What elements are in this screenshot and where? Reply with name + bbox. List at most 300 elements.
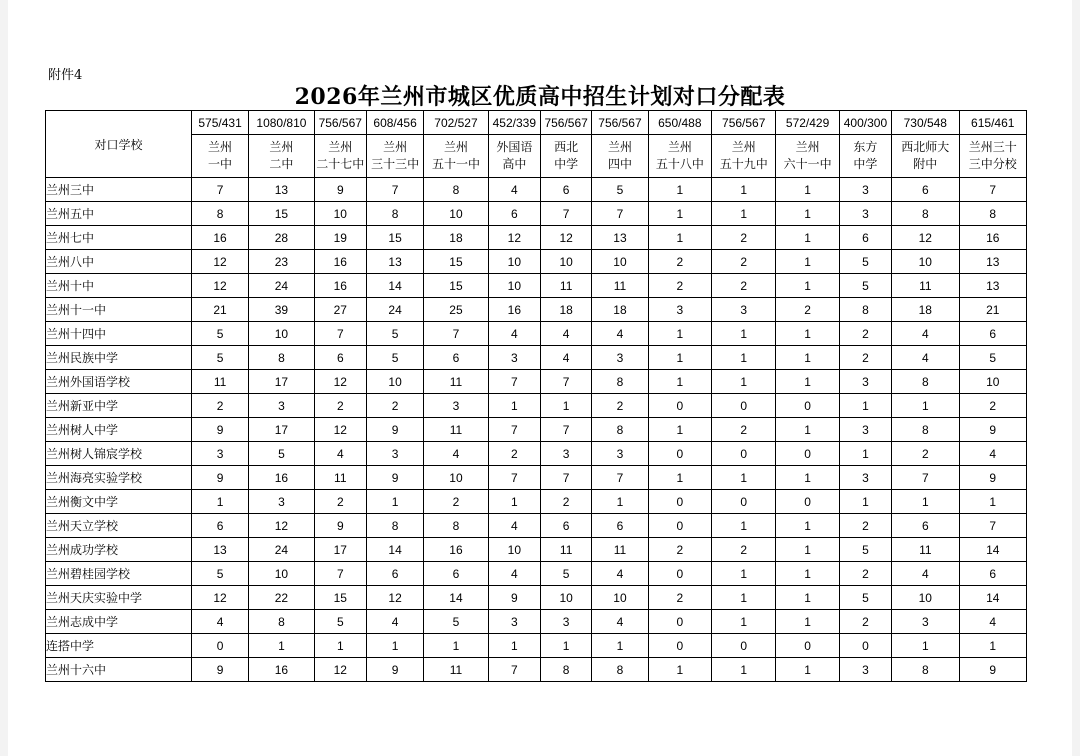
table-cell: 1 <box>892 394 959 418</box>
annex-label: 附件4 <box>48 68 83 83</box>
table-cell: 0 <box>712 634 776 658</box>
table-cell: 0 <box>648 634 711 658</box>
table-cell: 2 <box>540 490 591 514</box>
table-cell: 23 <box>249 250 314 274</box>
table-cell: 4 <box>959 610 1027 634</box>
table-cell: 11 <box>191 370 248 394</box>
row-school-name: 兰州民族中学 <box>46 346 192 370</box>
table-cell: 6 <box>892 178 959 202</box>
table-cell: 1 <box>648 322 711 346</box>
column-school-name <box>249 135 314 178</box>
table-cell: 5 <box>191 562 248 586</box>
table-cell: 4 <box>892 346 959 370</box>
table-cell: 8 <box>892 202 959 226</box>
table-cell: 1 <box>488 490 540 514</box>
table-cell: 24 <box>249 274 314 298</box>
table-cell: 12 <box>191 274 248 298</box>
table-cell: 1 <box>648 226 711 250</box>
table-cell: 3 <box>424 394 488 418</box>
table-cell: 2 <box>314 394 366 418</box>
table-cell: 1 <box>712 586 776 610</box>
table-cell: 10 <box>366 370 423 394</box>
column-name-line: 兰州 <box>208 140 233 154</box>
table-cell: 8 <box>592 418 648 442</box>
row-school-name: 兰州树人中学 <box>46 418 192 442</box>
table-cell: 9 <box>191 466 248 490</box>
table-cell: 13 <box>366 250 423 274</box>
table-cell: 1 <box>776 418 839 442</box>
table-cell: 8 <box>959 202 1027 226</box>
table-cell: 9 <box>366 658 423 682</box>
table-cell: 7 <box>959 178 1027 202</box>
table-cell: 3 <box>191 442 248 466</box>
table-cell: 21 <box>959 298 1027 322</box>
column-name-line: 兰州 <box>731 140 756 154</box>
table-cell: 4 <box>488 514 540 538</box>
table-cell: 6 <box>839 226 891 250</box>
table-cell: 7 <box>540 466 591 490</box>
table-row <box>46 178 1027 202</box>
table-cell: 2 <box>839 610 891 634</box>
table-cell: 1 <box>314 634 366 658</box>
table-cell: 0 <box>776 634 839 658</box>
table-cell: 8 <box>424 514 488 538</box>
table-cell: 11 <box>592 538 648 562</box>
table-cell: 5 <box>366 322 423 346</box>
table-cell: 5 <box>191 346 248 370</box>
table-cell: 25 <box>424 298 488 322</box>
table-row <box>46 250 1027 274</box>
table-cell: 7 <box>540 202 591 226</box>
row-school-name: 兰州衡文中学 <box>46 490 192 514</box>
table-cell: 13 <box>959 250 1027 274</box>
table-cell: 1 <box>712 514 776 538</box>
row-school-name: 兰州外国语学校 <box>46 370 192 394</box>
table-cell: 13 <box>592 226 648 250</box>
table-cell: 5 <box>249 442 314 466</box>
table-cell: 11 <box>424 418 488 442</box>
table-cell: 1 <box>892 634 959 658</box>
table-cell: 5 <box>839 586 891 610</box>
table-cell: 10 <box>249 322 314 346</box>
table-cell: 6 <box>314 346 366 370</box>
table-cell: 1 <box>776 346 839 370</box>
table-cell: 2 <box>488 442 540 466</box>
corner-header: 对口学校 <box>46 111 192 178</box>
table-cell: 0 <box>648 610 711 634</box>
table-cell: 1 <box>712 178 776 202</box>
table-cell: 18 <box>892 298 959 322</box>
column-score: 615/461 <box>959 111 1027 135</box>
table-cell: 12 <box>314 658 366 682</box>
table-row <box>46 394 1027 418</box>
table-cell: 1 <box>648 466 711 490</box>
table-cell: 1 <box>712 322 776 346</box>
table-cell: 1 <box>776 274 839 298</box>
table-cell: 5 <box>592 178 648 202</box>
table-cell: 1 <box>712 658 776 682</box>
column-school-name <box>648 135 711 178</box>
column-score: 575/431 <box>191 111 248 135</box>
table-cell: 1 <box>540 394 591 418</box>
column-score: 756/567 <box>712 111 776 135</box>
table-cell: 14 <box>366 538 423 562</box>
table-cell: 1 <box>892 490 959 514</box>
column-score: 1080/810 <box>249 111 314 135</box>
table-cell: 0 <box>776 394 839 418</box>
table-cell: 12 <box>191 250 248 274</box>
table-cell: 10 <box>892 586 959 610</box>
table-cell: 0 <box>648 442 711 466</box>
table-cell: 5 <box>424 610 488 634</box>
table-cell: 12 <box>191 586 248 610</box>
table-cell: 1 <box>648 370 711 394</box>
table-cell: 7 <box>488 466 540 490</box>
table-cell: 5 <box>366 346 423 370</box>
table-cell: 4 <box>592 562 648 586</box>
table-cell: 6 <box>540 178 591 202</box>
table-cell: 1 <box>776 250 839 274</box>
table-cell: 6 <box>191 514 248 538</box>
table-cell: 16 <box>314 250 366 274</box>
allocation-table <box>45 110 1027 682</box>
table-cell: 4 <box>366 610 423 634</box>
table-cell: 7 <box>959 514 1027 538</box>
table-cell: 4 <box>892 322 959 346</box>
table-cell: 2 <box>892 442 959 466</box>
table-cell: 2 <box>592 394 648 418</box>
column-score: 608/456 <box>366 111 423 135</box>
table-cell: 8 <box>892 418 959 442</box>
table-cell: 1 <box>959 634 1027 658</box>
table-cell: 1 <box>424 634 488 658</box>
table-cell: 11 <box>424 658 488 682</box>
table-cell: 12 <box>488 226 540 250</box>
row-school-name: 兰州三中 <box>46 178 192 202</box>
column-name-line: 四中 <box>607 157 632 171</box>
table-cell: 2 <box>648 274 711 298</box>
row-school-name: 兰州十中 <box>46 274 192 298</box>
table-cell: 14 <box>959 538 1027 562</box>
table-cell: 9 <box>314 178 366 202</box>
table-cell: 1 <box>776 658 839 682</box>
school-header-row <box>46 135 1027 178</box>
table-cell: 14 <box>959 586 1027 610</box>
column-school-name <box>424 135 488 178</box>
table-cell: 8 <box>892 370 959 394</box>
table-cell: 1 <box>959 490 1027 514</box>
column-school-name <box>892 135 959 178</box>
column-name-line: 兰州 <box>328 140 353 154</box>
table-cell: 4 <box>592 322 648 346</box>
table-cell: 11 <box>540 538 591 562</box>
table-cell: 2 <box>839 322 891 346</box>
table-cell: 4 <box>959 442 1027 466</box>
column-score: 730/548 <box>892 111 959 135</box>
table-cell: 1 <box>776 610 839 634</box>
column-name-line: 附中 <box>913 157 938 171</box>
table-cell: 8 <box>191 202 248 226</box>
table-cell: 9 <box>488 586 540 610</box>
table-cell: 4 <box>592 610 648 634</box>
table-cell: 2 <box>366 394 423 418</box>
column-name-line: 兰州 <box>667 140 692 154</box>
table-cell: 1 <box>648 202 711 226</box>
table-cell: 1 <box>648 178 711 202</box>
table-cell: 27 <box>314 298 366 322</box>
table-cell: 7 <box>592 466 648 490</box>
table-cell: 2 <box>648 586 711 610</box>
table-cell: 16 <box>959 226 1027 250</box>
table-cell: 3 <box>839 370 891 394</box>
table-row <box>46 298 1027 322</box>
column-name-line: 中学 <box>853 157 878 171</box>
table-cell: 3 <box>540 610 591 634</box>
table-cell: 3 <box>488 346 540 370</box>
table-cell: 8 <box>592 658 648 682</box>
column-school-name <box>314 135 366 178</box>
document-page <box>8 0 1072 756</box>
table-cell: 15 <box>314 586 366 610</box>
column-school-name <box>776 135 839 178</box>
table-cell: 13 <box>191 538 248 562</box>
table-cell: 3 <box>540 442 591 466</box>
table-cell: 7 <box>424 322 488 346</box>
table-cell: 12 <box>314 370 366 394</box>
table-cell: 1 <box>839 490 891 514</box>
table-cell: 6 <box>592 514 648 538</box>
column-name-line: 五十八中 <box>655 157 704 171</box>
table-cell: 11 <box>892 274 959 298</box>
table-row <box>46 370 1027 394</box>
table-cell: 10 <box>488 250 540 274</box>
table-cell: 1 <box>712 346 776 370</box>
table-cell: 10 <box>488 538 540 562</box>
table-cell: 16 <box>314 274 366 298</box>
table-cell: 16 <box>488 298 540 322</box>
table-cell: 10 <box>959 370 1027 394</box>
table-cell: 14 <box>424 586 488 610</box>
table-cell: 8 <box>892 658 959 682</box>
table-cell: 9 <box>959 466 1027 490</box>
table-cell: 7 <box>488 658 540 682</box>
table-cell: 18 <box>540 298 591 322</box>
table-cell: 2 <box>712 274 776 298</box>
table-cell: 8 <box>366 202 423 226</box>
table-cell: 1 <box>488 634 540 658</box>
document-title: 2026年兰州市城区优质高中招生计划对口分配表 <box>294 84 786 110</box>
table-cell: 10 <box>592 586 648 610</box>
table-cell: 8 <box>592 370 648 394</box>
table-cell: 6 <box>540 514 591 538</box>
table-cell: 2 <box>839 514 891 538</box>
table-cell: 8 <box>424 178 488 202</box>
table-cell: 9 <box>959 418 1027 442</box>
column-school-name <box>712 135 776 178</box>
table-cell: 7 <box>488 370 540 394</box>
table-cell: 1 <box>776 202 839 226</box>
table-cell: 17 <box>249 418 314 442</box>
table-cell: 9 <box>191 418 248 442</box>
table-cell: 0 <box>712 442 776 466</box>
column-score: 452/339 <box>488 111 540 135</box>
table-cell: 15 <box>424 250 488 274</box>
table-cell: 9 <box>191 658 248 682</box>
table-cell: 4 <box>424 442 488 466</box>
table-cell: 12 <box>314 418 366 442</box>
row-school-name: 兰州树人锦宸学校 <box>46 442 192 466</box>
table-cell: 4 <box>314 442 366 466</box>
table-cell: 10 <box>424 466 488 490</box>
table-cell: 2 <box>648 538 711 562</box>
table-cell: 4 <box>191 610 248 634</box>
table-cell: 14 <box>366 274 423 298</box>
table-cell: 17 <box>314 538 366 562</box>
column-name-line: 二中 <box>269 157 294 171</box>
table-cell: 12 <box>249 514 314 538</box>
column-score: 650/488 <box>648 111 711 135</box>
table-cell: 7 <box>488 418 540 442</box>
row-school-name: 兰州志成中学 <box>46 610 192 634</box>
table-cell: 3 <box>839 202 891 226</box>
table-row <box>46 274 1027 298</box>
column-name-line: 兰州 <box>443 140 468 154</box>
table-cell: 11 <box>892 538 959 562</box>
table-cell: 3 <box>488 610 540 634</box>
table-cell: 7 <box>592 202 648 226</box>
table-cell: 16 <box>249 466 314 490</box>
column-name-line: 五十九中 <box>719 157 768 171</box>
table-cell: 12 <box>540 226 591 250</box>
table-cell: 1 <box>648 346 711 370</box>
column-name-line: 高中 <box>502 157 527 171</box>
table-cell: 0 <box>191 634 248 658</box>
table-row <box>46 418 1027 442</box>
table-cell: 6 <box>959 322 1027 346</box>
table-row <box>46 202 1027 226</box>
table-cell: 10 <box>249 562 314 586</box>
table-row <box>46 442 1027 466</box>
table-cell: 3 <box>839 418 891 442</box>
row-school-name: 兰州七中 <box>46 226 192 250</box>
table-cell: 4 <box>488 322 540 346</box>
column-score: 572/429 <box>776 111 839 135</box>
table-cell: 1 <box>712 562 776 586</box>
column-school-name <box>839 135 891 178</box>
table-cell: 3 <box>892 610 959 634</box>
table-row <box>46 586 1027 610</box>
table-cell: 8 <box>249 610 314 634</box>
table-cell: 0 <box>648 514 711 538</box>
table-cell: 0 <box>712 394 776 418</box>
table-cell: 28 <box>249 226 314 250</box>
table-cell: 5 <box>540 562 591 586</box>
table-cell: 10 <box>314 202 366 226</box>
table-cell: 1 <box>776 466 839 490</box>
table-cell: 5 <box>314 610 366 634</box>
table-cell: 3 <box>249 394 314 418</box>
table-cell: 1 <box>488 394 540 418</box>
column-name-line: 一中 <box>208 157 233 171</box>
table-cell: 8 <box>540 658 591 682</box>
table-cell: 2 <box>776 298 839 322</box>
row-school-name: 兰州八中 <box>46 250 192 274</box>
table-cell: 3 <box>839 178 891 202</box>
table-cell: 21 <box>191 298 248 322</box>
table-cell: 3 <box>249 490 314 514</box>
table-cell: 1 <box>712 466 776 490</box>
table-cell: 2 <box>648 250 711 274</box>
column-name-line: 二十七中 <box>316 157 365 171</box>
table-cell: 1 <box>776 538 839 562</box>
table-cell: 2 <box>712 418 776 442</box>
table-cell: 39 <box>249 298 314 322</box>
column-name-line: 东方 <box>853 140 878 154</box>
table-cell: 8 <box>366 514 423 538</box>
table-cell: 10 <box>892 250 959 274</box>
table-cell: 4 <box>488 562 540 586</box>
column-score: 756/567 <box>314 111 366 135</box>
column-score: 702/527 <box>424 111 488 135</box>
table-cell: 1 <box>839 394 891 418</box>
table-cell: 1 <box>776 370 839 394</box>
table-cell: 2 <box>959 394 1027 418</box>
table-cell: 1 <box>249 634 314 658</box>
row-school-name: 连搭中学 <box>46 634 192 658</box>
column-school-name <box>191 135 248 178</box>
table-cell: 7 <box>366 178 423 202</box>
table-cell: 2 <box>839 562 891 586</box>
table-cell: 3 <box>712 298 776 322</box>
table-cell: 1 <box>776 322 839 346</box>
table-cell: 12 <box>366 586 423 610</box>
table-cell: 17 <box>249 370 314 394</box>
table-cell: 3 <box>839 466 891 490</box>
table-cell: 6 <box>959 562 1027 586</box>
row-school-name: 兰州十四中 <box>46 322 192 346</box>
table-row <box>46 346 1027 370</box>
table-cell: 1 <box>366 634 423 658</box>
table-cell: 7 <box>892 466 959 490</box>
table-cell: 1 <box>776 586 839 610</box>
table-cell: 1 <box>191 490 248 514</box>
table-cell: 3 <box>839 658 891 682</box>
column-name-line: 兰州 <box>269 140 294 154</box>
table-row <box>46 226 1027 250</box>
column-score: 756/567 <box>592 111 648 135</box>
row-school-name: 兰州五中 <box>46 202 192 226</box>
table-cell: 10 <box>540 586 591 610</box>
table-cell: 11 <box>540 274 591 298</box>
table-cell: 24 <box>366 298 423 322</box>
column-name-line: 兰州 <box>383 140 408 154</box>
table-cell: 4 <box>540 322 591 346</box>
table-cell: 8 <box>249 346 314 370</box>
table-cell: 24 <box>249 538 314 562</box>
table-cell: 4 <box>488 178 540 202</box>
table-cell: 0 <box>776 490 839 514</box>
row-school-name: 兰州成功学校 <box>46 538 192 562</box>
table-cell: 0 <box>839 634 891 658</box>
table-cell: 5 <box>959 346 1027 370</box>
table-cell: 13 <box>959 274 1027 298</box>
table-cell: 0 <box>712 490 776 514</box>
table-cell: 5 <box>839 250 891 274</box>
table-cell: 2 <box>839 346 891 370</box>
column-name-line: 兰州三十 <box>968 140 1017 154</box>
table-cell: 2 <box>314 490 366 514</box>
table-cell: 3 <box>366 442 423 466</box>
